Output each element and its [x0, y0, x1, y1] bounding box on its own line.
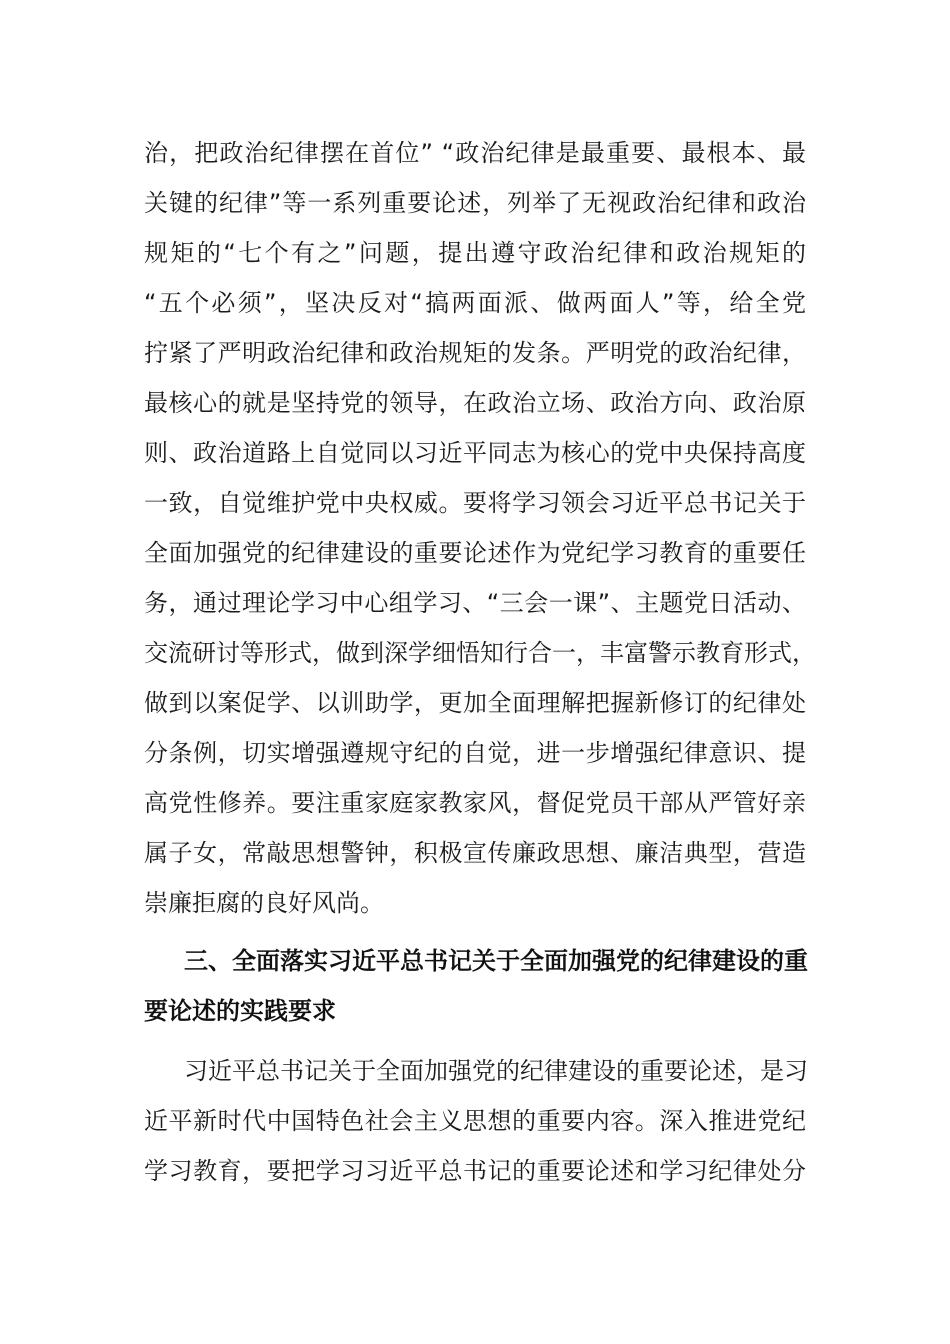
text-line: 分条例，切实增强遵规守纪的自觉，进一步增强纪律意识、提	[144, 739, 806, 767]
text-line: 拧紧了严明政治纪律和政治规矩的发条。严明党的政治纪律，	[144, 339, 806, 367]
text-line: “五个必须”，坚决反对“搞两面派、做两面人”等，给全党	[144, 289, 806, 317]
text-line: 崇廉拒腐的良好风尚。	[144, 889, 384, 917]
text-line: 习近平总书记关于全面加强党的纪律建设的重要论述，是习	[184, 1057, 808, 1085]
text-line: 规矩的“七个有之”问题，提出遵守政治纪律和政治规矩的	[144, 239, 806, 267]
text-line: 最核心的就是坚持党的领导，在政治立场、政治方向、政治原	[144, 389, 806, 417]
text-line: 一致，自觉维护党中央权威。要将学习领会习近平总书记关于	[144, 489, 806, 517]
text-line: 则、政治道路上自觉同以习近平同志为核心的党中央保持高度	[144, 439, 806, 467]
text-line: 全面加强党的纪律建设的重要论述作为党纪学习教育的重要任	[144, 539, 806, 567]
text-line: 务，通过理论学习中心组学习、“三会一课”、主题党日活动、	[144, 589, 806, 617]
text-line: 治，把政治纪律摆在首位” “政治纪律是最重要、最根本、最	[144, 139, 806, 167]
text-line: 属子女，常敲思想警钟，积极宣传廉政思想、廉洁典型，营造	[144, 839, 806, 867]
text-line: 学习教育，要把学习习近平总书记的重要论述和学习纪律处分	[144, 1157, 806, 1185]
text-line: 近平新时代中国特色社会主义思想的重要内容。深入推进党纪	[144, 1107, 806, 1135]
text-line: 关键的纪律”等一系列重要论述，列举了无视政治纪律和政治	[144, 189, 806, 217]
text-line: 交流研讨等形式，做到深学细悟知行合一，丰富警示教育形式，	[144, 639, 816, 667]
heading-line: 三、全面落实习近平总书记关于全面加强党的纪律建设的重	[184, 947, 808, 975]
text-line: 做到以案促学、以训助学，更加全面理解把握新修订的纪律处	[144, 689, 806, 717]
text-line: 高党性修养。要注重家庭家教家风，督促党员干部从严管好亲	[144, 789, 806, 817]
heading-line: 要论述的实践要求	[144, 997, 336, 1025]
